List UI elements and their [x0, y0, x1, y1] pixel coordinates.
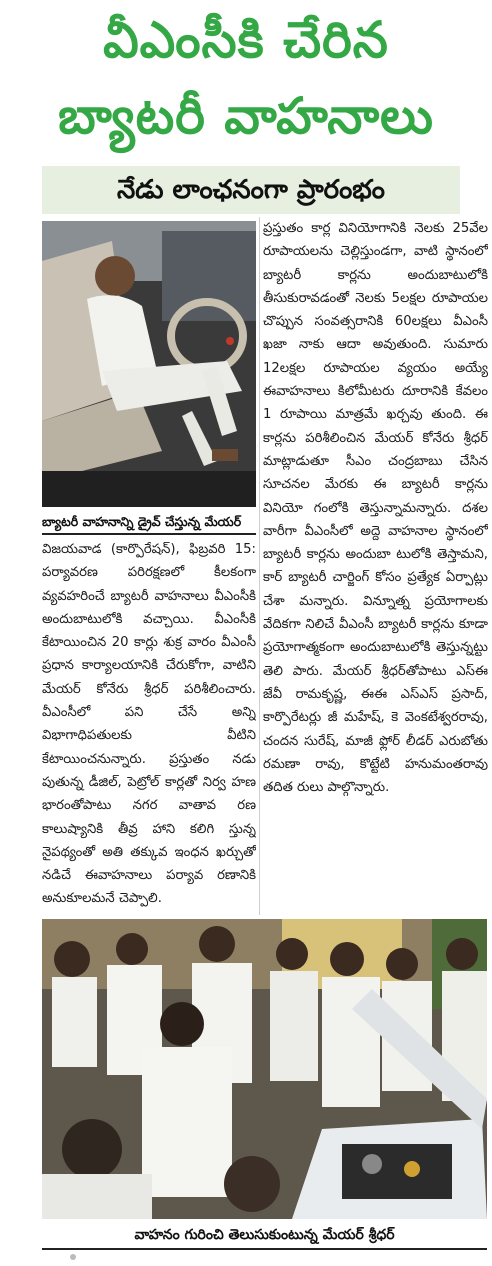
group-inspection-illustration: [42, 919, 487, 1219]
article-left-column: [42, 538, 256, 918]
photo2-caption: వాహనం గురించి తెలుసుకుంటున్న మేయర్ శ్రీధర్: [134, 1227, 395, 1243]
column-divider: [259, 217, 260, 915]
subheadline: నేడు లాంఛనంగా ప్రారంభం: [42, 166, 460, 214]
article-left-text: విజయవాడ (కార్పొరేషన్), ఫిబ్రవరి 15: పర్యావరణ పరిరక్షణలో కీలకంగా వ్యవహరించే బ్యాటరీ వాహనాలు వీఎంసీకి అందుబాటులోకి వచ్చాయి. వీఎంసీకి కేటాయించిన 20 కార్లు శుక్ర వారం వీఎంసీ ప్రధాన కార్యాలయానికి చేరుకోగా, వాటిని మేయర్ కోనేరు శ్రీధర్ పరిశీలించారు. వీఎంసీలో పని చేసే అన్ని విభాగాధిపతులకు వీటిని కేటాయించనున్నారు. ప్రస్తుతం నడు పుతున్న డీజిల్, పెట్రోల్ కార్లతో నిర్వ హణ భారంతోపాటు నగర వాతావ రణ కాలుష్యానికి తీవ్ర హాని కలిగి స్తున్న నైపథ్యంతో అతి తక్కువ ఇంధన ఖర్చుతో నడిచే ఈవాహనాలు పర్యావ రణానికి అనుకూలమనే చెప్పాలి.: [42, 542, 256, 907]
photo1-caption: బ్యాటరీ వాహనాన్ని డ్రైవ్ చేస్తున్న మేయర్: [42, 514, 242, 529]
article-right-column: [263, 217, 488, 917]
headline-line-2: బ్యాటరీ వాహనాలు: [58, 87, 434, 145]
page-dot: [70, 1254, 76, 1260]
caption2-rule: [42, 1248, 487, 1250]
mayor-driving-illustration: [42, 221, 256, 507]
article-right-text: ప్రస్తుతం కార్ల వినియోగానికి నెలకు 25వేల రూపాయలను చెల్లిస్తుండగా, వాటి స్థానంలో బ్యాటరీ కార్లను అందుబాటులోకి తీసుకురావడంతో నెలకు 5లక్షల రూపాయల చొప్పున సంవత్సరానికి 60లక్షలు వీఎంసీ ఖజా నాకు ఆదా అవుతుంది. సుమారు 12లక్షల రూపాయల వ్యయం అయ్యే ఈవాహనాలు కిలోమీటరు దూరానికి కేవలం 1 రూపాయి మాత్రమే ఖర్చవు తుంది. ఈ కార్లను పరిశీలించిన మేయర్ కోనేరు శ్రీధర్ మాట్లాడుతూ సీఎం చంద్రబాబు చేసిన సూచనల మేరకు ఈ బ్యాటరీ కార్లను వినియో గంలోకి తెస్తున్నామన్నారు. దశల వారీగా వీఎంసీలో అద్దె వాహనాల స్థానంలో బ్యాటరీ కార్లను అందుబా టులోకి తెస్తామని, కార్ బ్యాటరీ చార్జింగ్ కోసం ప్రత్యేక ఏర్పాట్లు చేశా మన్నారు. విన్నూత్న ప్రయోగాలకు వేదికగా నిలిచే వీఎంసీ బ్యాటరీ కార్లను కూడా ప్రయోగాత్మకంగా అందుబాటులోకి తెస్తున్నట్టు తెలి పారు. మేయర్ శ్రీధర్‌తోపాటు ఎస్ఈ జేవీ రామకృష్ణ, ఈఈ ఎస్ఎస్ ప్రసాద్, కార్పొరేటర్లు జీ మహేష్, కె వెంకటేశ్వరరావు, చందన సురేష్, మాజీ ఫ్లోర్ లీడర్ ఎరుబోతు రమణా రావు, కొట్టేటి హనుమంతరావు తదిత రులు పాల్గొన్నారు.: [263, 221, 488, 796]
headline-line-1: వీఎంసీకి చేరిన: [103, 11, 389, 69]
group-inspection-photo: [42, 919, 487, 1219]
mayor-driving-photo: [42, 221, 256, 507]
caption1-rule: [42, 533, 256, 535]
